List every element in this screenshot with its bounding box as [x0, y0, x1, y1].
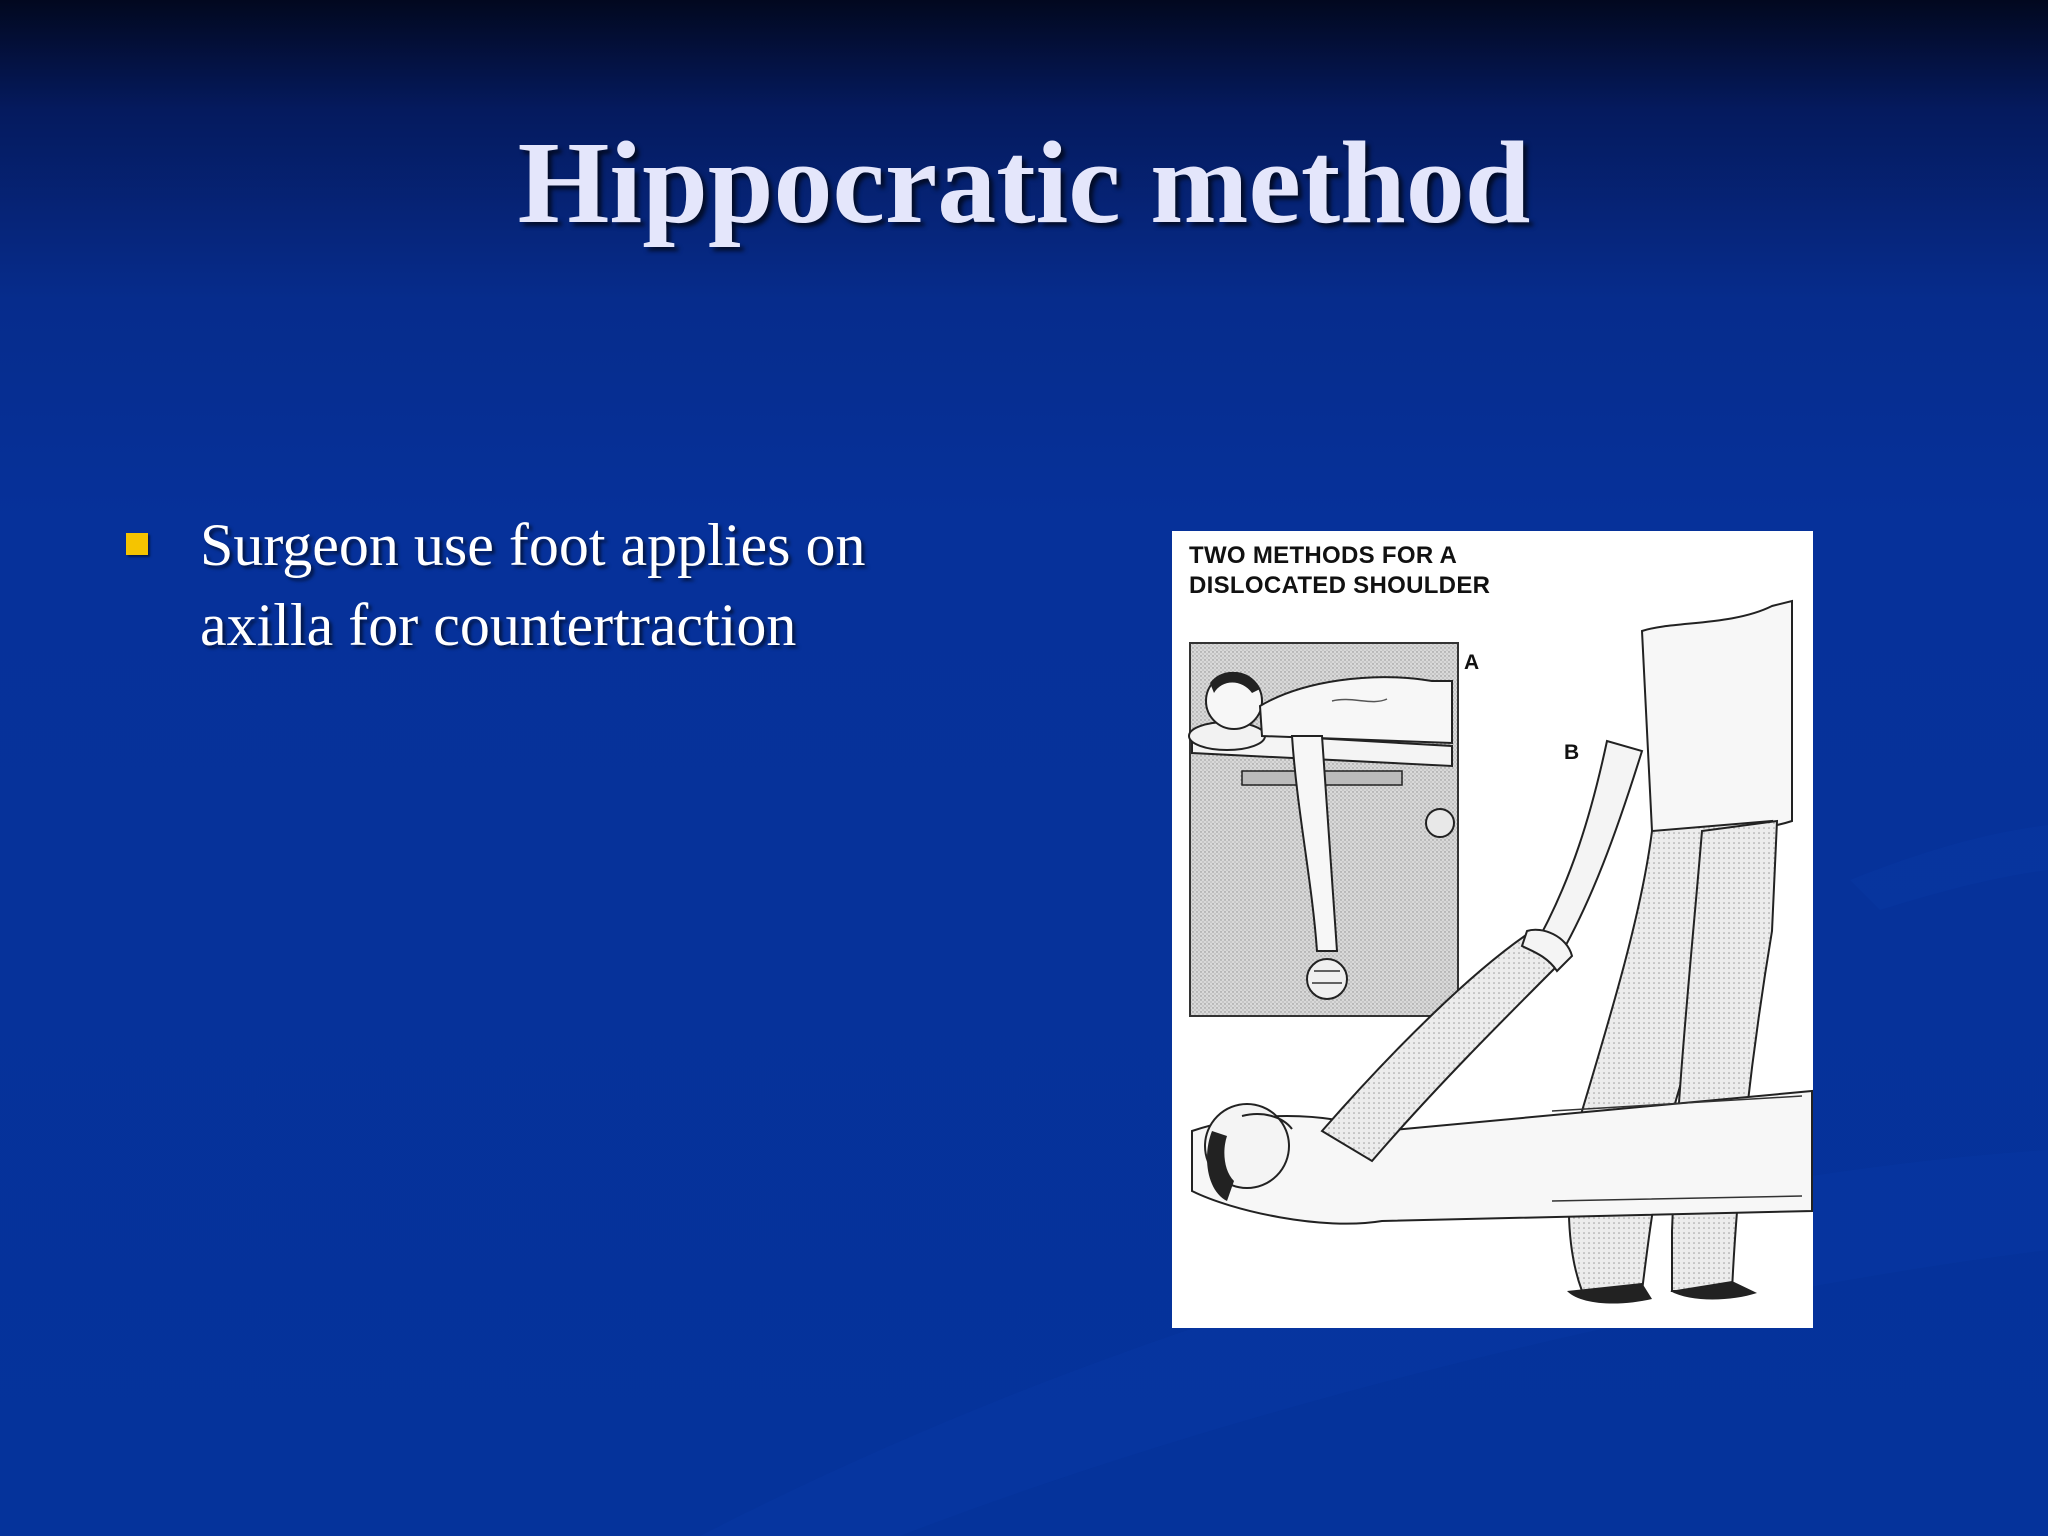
bullet-list — [124, 505, 1004, 665]
bullet-item — [124, 505, 1004, 665]
slide-title: Hippocratic method — [517, 117, 1531, 248]
square-bullet-icon — [126, 533, 148, 555]
figure-label-a: A — [1464, 651, 1480, 674]
figure-label-b: B — [1564, 741, 1580, 764]
figure-caption: TWO METHODS FOR A DISLOCATED SHOULDER — [1189, 542, 1491, 599]
shoulder-reduction-illustration — [1172, 531, 1813, 1328]
bullet-text: Surgeon use foot applies on axilla for countertraction — [200, 512, 866, 658]
illustration-drawing — [1172, 531, 1813, 1328]
